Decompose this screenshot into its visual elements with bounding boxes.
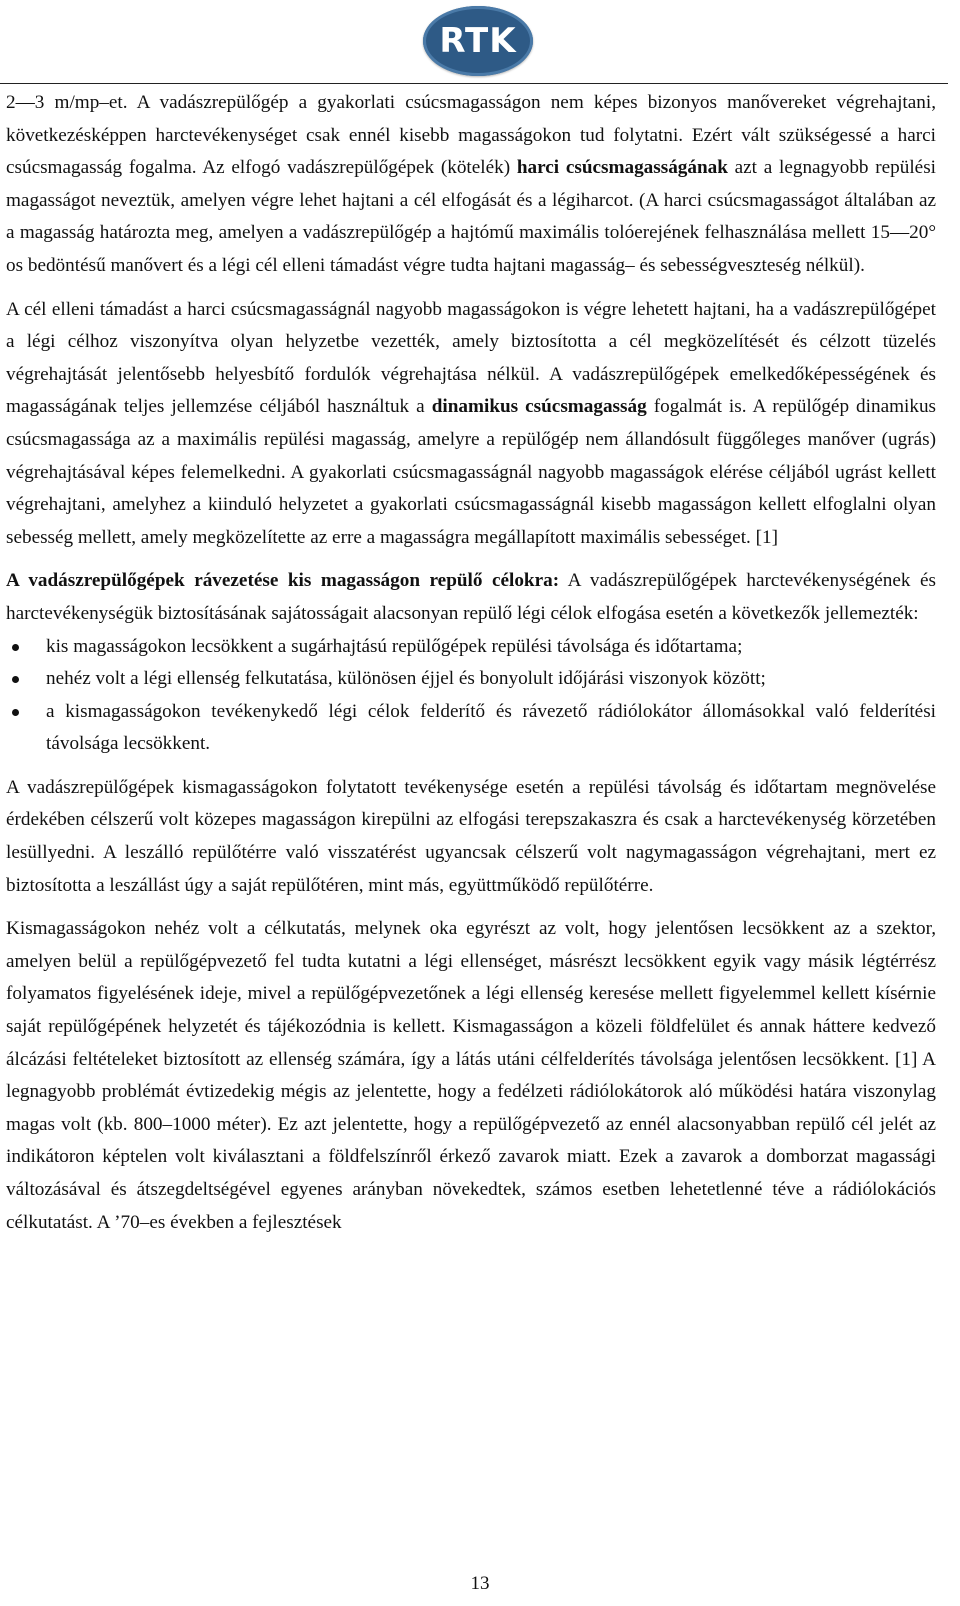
list-item-text: kis magasságokon lecsökkent a sugárhajtású repülőgépek repülési távolsága és időtartama; — [46, 635, 743, 657]
page-number: 13 — [470, 1573, 490, 1594]
header-rule — [0, 83, 948, 84]
page-header — [0, 0, 960, 86]
text-run: fogalmát is. A repülőgép dinamikus csúcsmagassága az a maximális repülési magasság, amelyre a repülőgép nem állandósult függőleges manőver (ugrás) végrehajtásával képes felemelkedni. A gyakorlati csúcsmagasságnál nagyobb magasságok elérése céljából ugrást kellett végrehajtani, amelyhez a kiinduló helyzetet a gyakorlati csúcsmagasságnál kisebb magasságon kellett elfoglalni olyan sebesség mellett, amely megközelítette az erre a magasságra megállapított maximális sebességet. [1] — [6, 396, 937, 548]
bold-term: A vadászrepülőgépek rávezetése kis magasságon repülő célokra: — [6, 570, 560, 592]
rtk-logo — [423, 6, 533, 76]
bullet-icon — [12, 644, 19, 651]
bold-term: dinamikus csúcsmagasság — [431, 396, 647, 418]
list-item — [6, 696, 936, 761]
bullet-icon — [12, 709, 19, 716]
text-run: A vadászrepülőgépek kismagasságokon folytatott tevékenysége esetén a repülési távolság és időtartam megnövelése érdekében célszerű volt közepes magasságon kirepülni az elfogási terepszakaszra és csak a harctevékenység körzetében lesüllyedni. A leszálló repülőtérre való visszatérést ugyancsak célszerű volt nagymagasságon végrehajtani, mert ez biztosította a leszállást úgy a saját repülőtéren, mint más, együttműködő repülőtérre. — [6, 776, 936, 896]
text-run: Kismagasságokon nehéz volt a célkutatás, melynek oka egyrészt az volt, hogy jelentősen lecsökkent az a szektor, amelyen belül a repülőgépvezető fel tudta kutatni a légi ellenséget, másrészt lecsökkent egyik vagy másik légtérrész folyamatos figyelésének ideje, mivel a repülőgépvezetőnek a légi ellenség keresése mellett figyelemmel kellett kísérnie saját repülőgépének helyzetét és tájékozódnia is kellett. Kismagasságon a közeli földfelület és annak háttere kedvező álcázási feltételeket biztosított az ellenség számára, így a látás utáni célfelderítés távolsága jelentősen lecsökkent. [1] A legnagyobb problémát évtizedekig mégis az jelentette, hogy a fedélzeti rádiólokátorok aló működési határa viszonylag magas volt (kb. 800–1000 méter). Ez azt jelentette, hogy a repülőgépvezető az ennél alacsonyabban repülő cél jelét az indikátoron képtelen volt kiválasztani a földfelszínről érkező zavarok miatt. Ezek a zavarok a domborzat magassági változásával és átszegdeltségével egyenes arányban növekedtek, számos esetben lehetetlenné téve a rádiólokációs célkutatást. A ’70–es években a fejlesztések — [6, 918, 936, 1233]
text-run: A vadászrepülőgépek harctevékenységének és harctevékenységük biztosításának sajátosságait alacsonyan repülő légi célok elfogása esetén a következők jellemezték: — [6, 570, 937, 624]
bullet-list — [6, 631, 936, 761]
list-item — [6, 631, 936, 664]
paragraph — [6, 565, 936, 630]
paragraph — [6, 772, 936, 902]
logo-text: RTK — [439, 21, 517, 61]
paragraph — [6, 294, 936, 555]
paragraph — [6, 913, 936, 1239]
text-run: 2—3 m/mp–et. A vadászrepülőgép a gyakorlati csúcsmagasságon nem képes bizonyos manővereket végrehajtani, következésképpen harctevékenységet csak ennél kisebb magasságokon tud folytatni. Ezért vált szükségessé a harci csúcsmagasság fogalma. Az elfogó vadászrepülőgépek (kötelék) — [6, 92, 936, 179]
bold-term: harci csúcsmagasságának — [516, 157, 728, 179]
text-run: A cél elleni támadást a harci csúcsmagasságnál nagyobb magasságokon is végre lehetett hajtani, ha a vadászrepülőgépet a légi célhoz viszonyítva olyan helyzetbe vezették, amely biztosította a cél megközelítését és célzott tüzelés végrehajtását jelentősebb helyesbítő fordulók végrehajtása nélkül. A vadászrepülőgépek emelkedőképességének és magasságának teljes jellemzése céljából használtuk a — [6, 298, 936, 418]
paragraph — [6, 87, 936, 283]
list-item-text: a kismagasságokon tevékenykedő légi célok felderítő és rávezető rádiólokátor állomásokkal való felderítési távolsága lecsökkent. — [46, 700, 936, 755]
document-body — [6, 87, 936, 1239]
bullet-icon — [12, 676, 19, 683]
text-run: azt a legnagyobb repülési magasságot neveztük, amelyen végre lehet hajtani a cél elfogását és a légiharcot. (A harci csúcsmagasságot általában az a magasság határozta meg, amelyen a vadászrepülőgép a hajtómű maximális tolóerejének felhasználása mellett 15—20° os bedöntésű manővert és a légi cél elleni támadást végre tudta hajtani magasság– és sebességveszteség nélkül). — [6, 157, 936, 276]
list-item-text: nehéz volt a légi ellenség felkutatása, különösen éjjel és bonyolult időjárási viszonyok között; — [46, 668, 766, 690]
list-item — [6, 663, 936, 696]
